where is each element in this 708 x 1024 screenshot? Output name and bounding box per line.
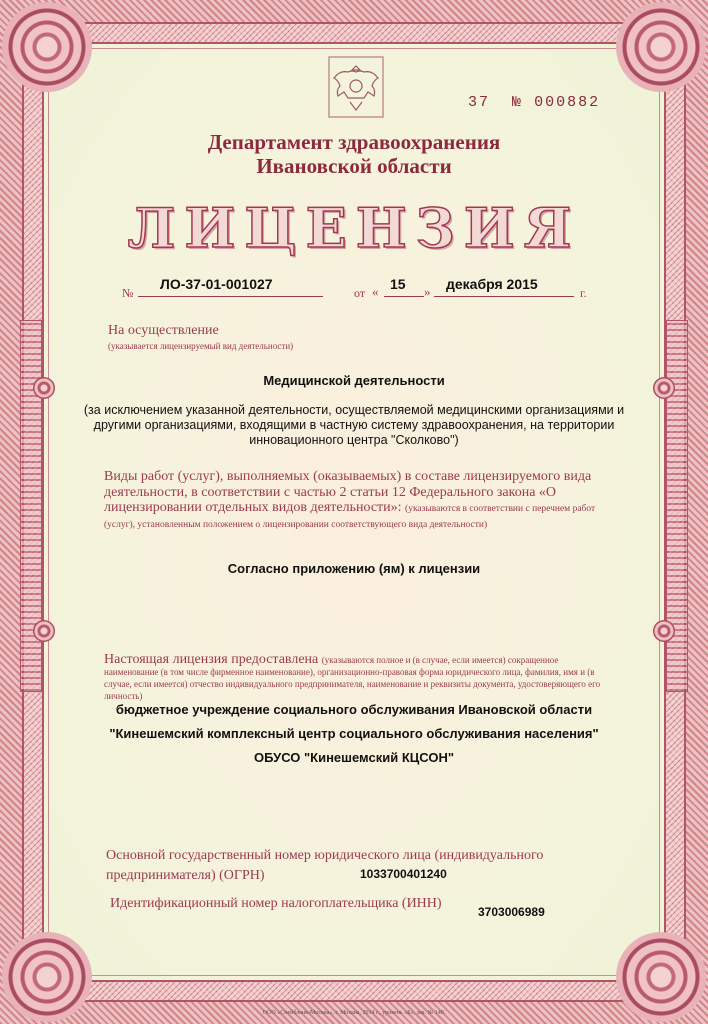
year-suffix: г.	[580, 286, 587, 300]
department-name-line2: Ивановской области	[256, 154, 452, 178]
ogrn-label-line1: Основной государственный номер юридического лица (индивидуального	[106, 848, 544, 863]
licensee-block	[104, 654, 610, 702]
licensee-hint: (указываются полное и (в случае, если имеется) сокращенное наименование (в том числе фирменное наименование), организационно-правовая форма юридического лица, фамилия, имя и (в случае, если имеется) отчество индивидуального предпринимателя, наименование и реквизиты документа, удостоверяющего его личность)	[104, 655, 601, 701]
licensee-name-line1: бюджетное учреждение социального обслуживания Ивановской области	[115, 702, 593, 717]
date-from-label: от	[354, 286, 366, 300]
corner-rosette-bottom-left	[2, 932, 92, 1022]
license-number-label: №	[122, 286, 134, 300]
licensee-short-name: ОБУСО "Кинешемский КЦСОН"	[253, 750, 454, 765]
works-block	[104, 469, 610, 531]
license-day: 15	[390, 276, 406, 292]
activity-hint: (указывается лицензируемый вид деятельности)	[108, 341, 294, 351]
side-rosette	[33, 620, 55, 642]
activity-name: Медицинской деятельности	[263, 373, 445, 388]
activity-label: На осуществление	[108, 323, 219, 338]
coat-of-arms-icon	[328, 56, 384, 118]
ogrn-value: 1033700401240	[360, 867, 447, 881]
works-hint: (указываются в соответствии с перечнем работ (услуг), установленным положением о лицензировании соответствующего вида деятельности)	[104, 504, 596, 530]
side-rosette	[653, 620, 675, 642]
department-name-line1: Департамент здравоохранения	[207, 130, 501, 154]
corner-rosette-top-right	[616, 2, 706, 92]
works-label: Виды работ (услуг), выполняемых (оказываемых) в составе лицензируемого вида деятельности, в соответствии с частью 2 статьи 12 Федерального закона «О лицензировании отдельных видов деятельности»:	[104, 469, 592, 515]
document-title: ЛИЦЕНЗИЯ	[127, 196, 581, 260]
blank-serial-number: 37 № 000882	[468, 94, 601, 111]
works-value: Согласно приложению (ям) к лицензии	[227, 561, 481, 576]
side-rosette	[653, 377, 675, 399]
corner-rosette-bottom-right	[616, 932, 706, 1022]
printer-imprint: ООО «Спейбланк-Москва», г. Москва, 2014 г., уровень «Б», зак. № 140.	[262, 1010, 446, 1016]
inn-label: Идентификационный номер налогоплательщика (ИНН)	[110, 896, 442, 911]
side-rosette	[33, 377, 55, 399]
inn-value: 3703006989	[478, 905, 545, 919]
activity-exclusion: (за исключением указанной деятельности, осуществляемой медицинскими организациями и другими организациями, входящими в частную систему здравоохранения, на территории инновационного центра "Сколково")	[83, 403, 625, 447]
licensee-name-line2: "Кинешемский комплексный центр социального обслуживания населения"	[109, 726, 599, 741]
license-number: ЛО-37-01-001027	[160, 276, 273, 292]
license-month-year: декабря 2015	[446, 276, 538, 292]
corner-rosette-top-left	[2, 2, 92, 92]
licensee-label: Настоящая лицензия предоставлена	[104, 652, 319, 667]
ogrn-label-line2: предпринимателя) (ОГРН)	[106, 868, 265, 883]
